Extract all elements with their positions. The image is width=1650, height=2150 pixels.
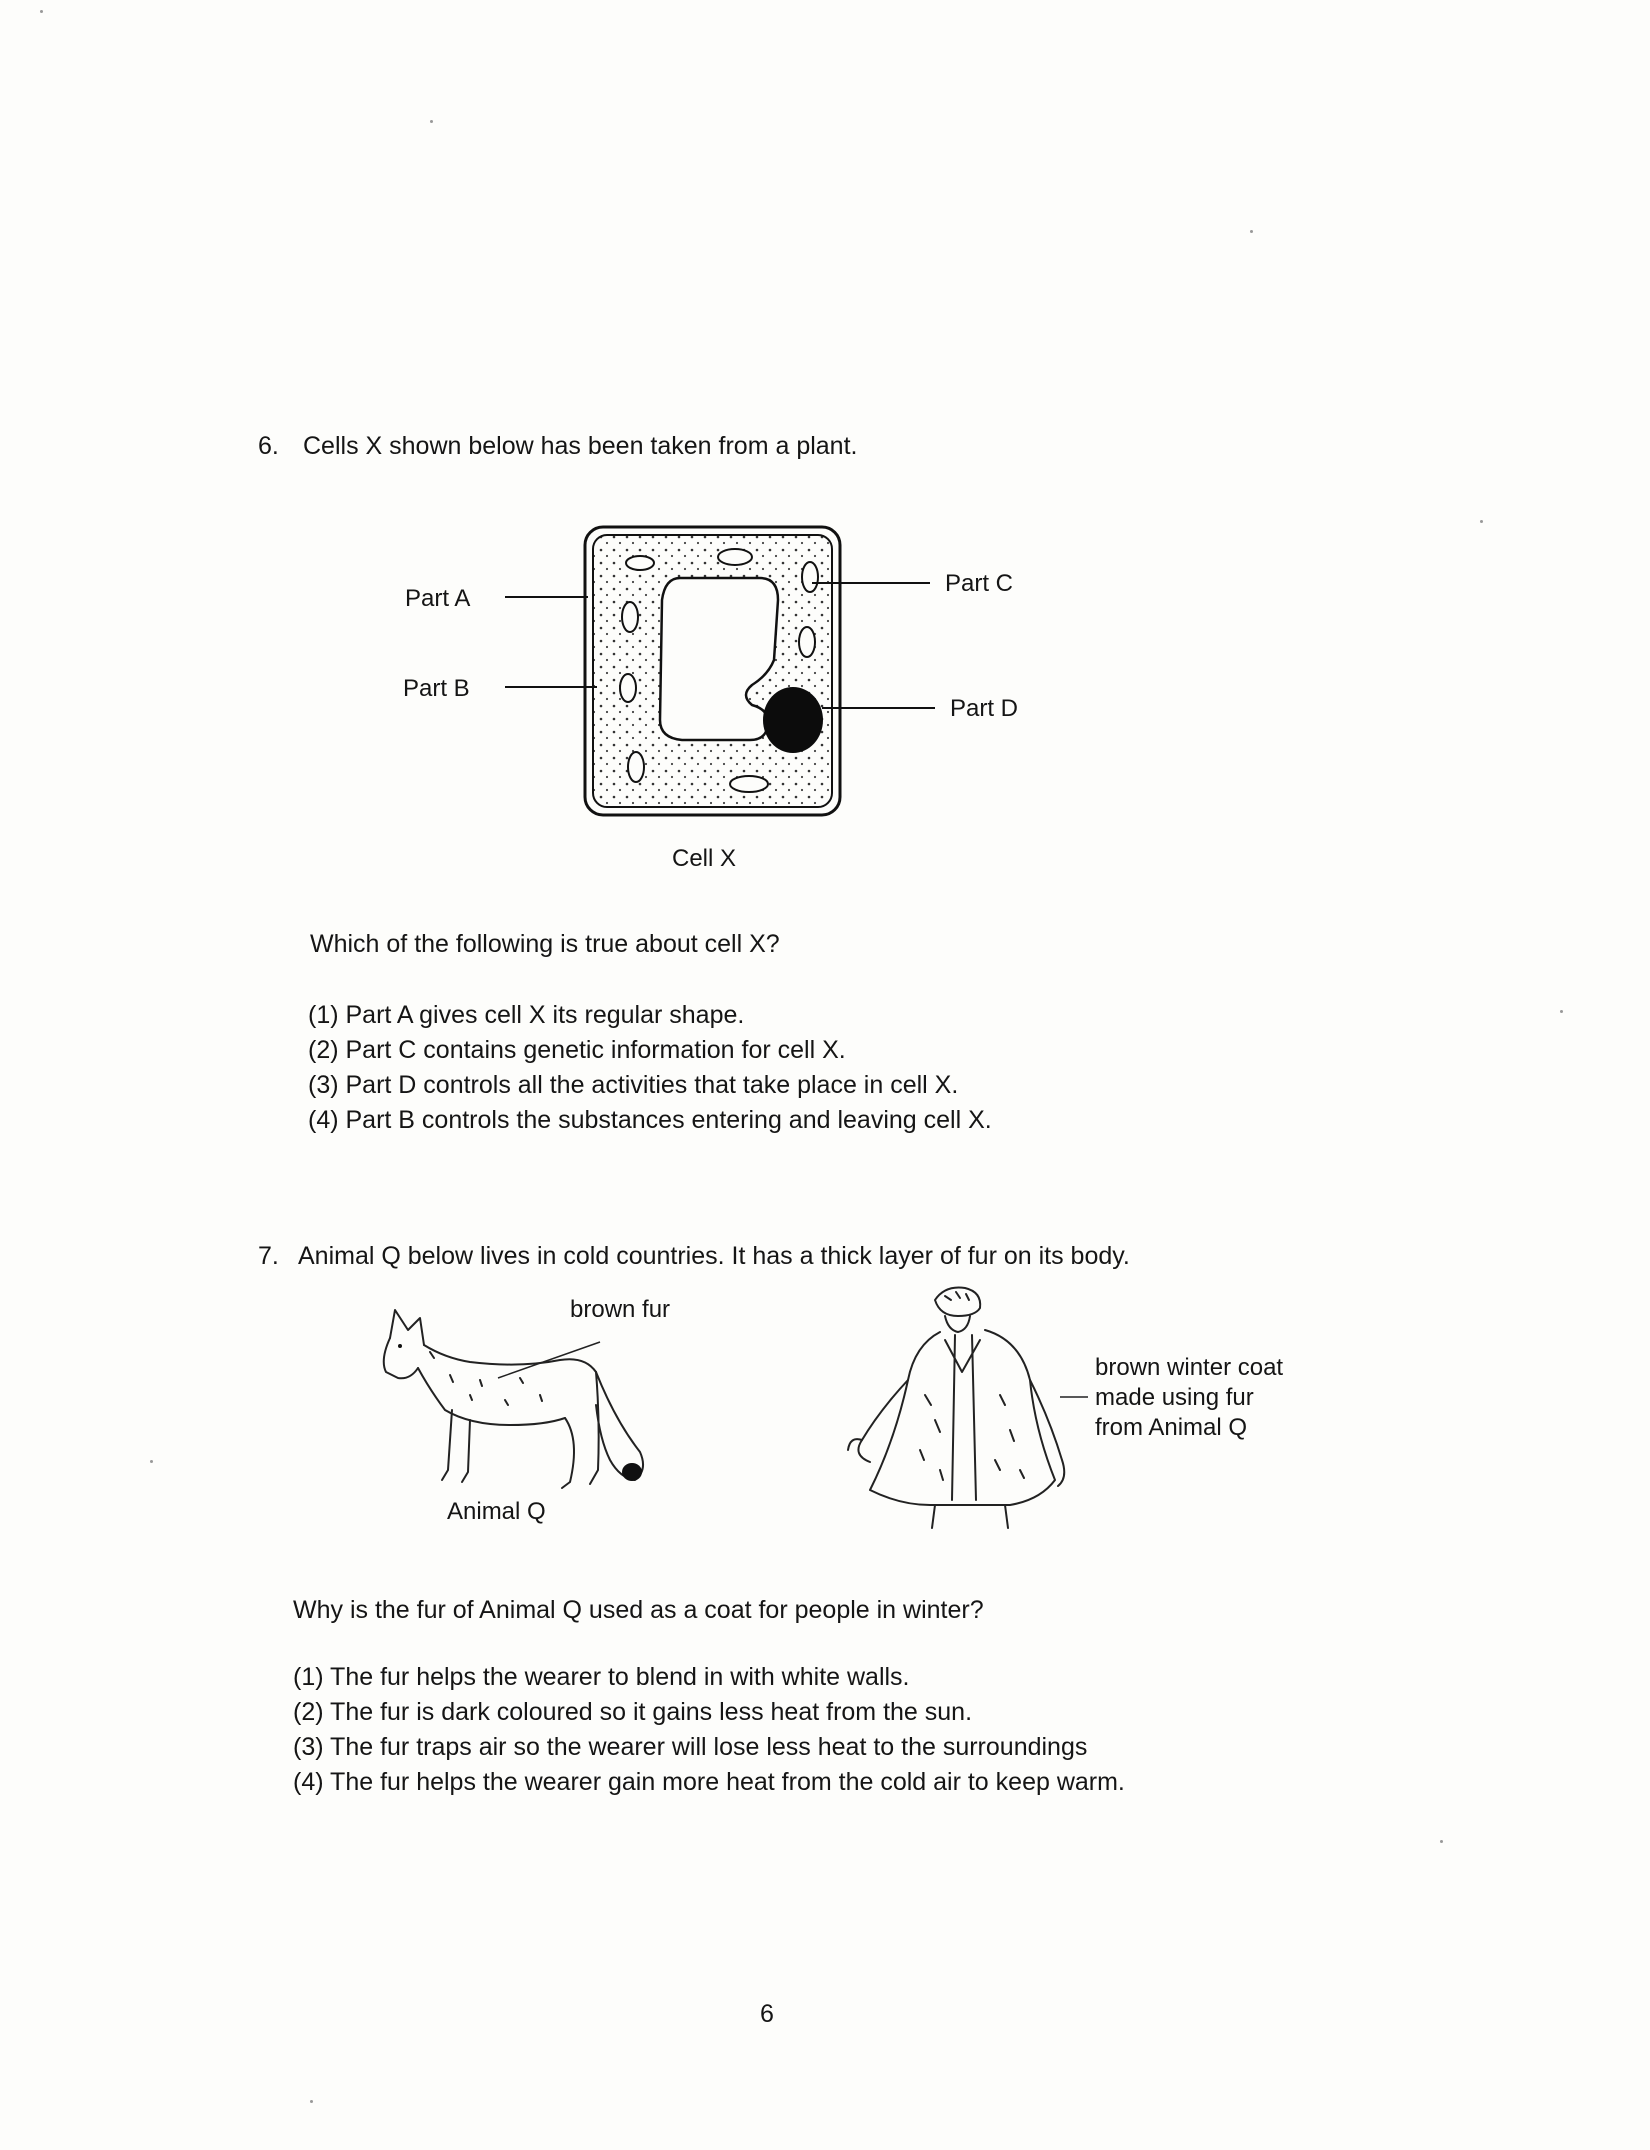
coat-label	[1095, 1353, 1283, 1443]
coat-label-line-2: made using fur	[1095, 1384, 1254, 1411]
question-6-stem: Cells X shown below has been taken from a plant.	[303, 432, 858, 460]
scan-speck	[310, 2100, 313, 2103]
part-a-label: Part A	[405, 585, 471, 612]
question-6-number: 6.	[258, 432, 279, 460]
part-d-label: Part D	[950, 695, 1019, 722]
question-7-stem: Animal Q below lives in cold countries. It has a thick layer of fur on its body.	[298, 1242, 1130, 1270]
page-number: 6	[760, 2000, 774, 2028]
question-7-option-4[interactable]: (4) The fur helps the wearer gain more heat from the cold air to keep warm.	[293, 1768, 1125, 1796]
question-7-option-2[interactable]: (2) The fur is dark coloured so it gains less heat from the sun.	[293, 1698, 973, 1726]
question-7-prompt: Why is the fur of Animal Q used as a coat for people in winter?	[293, 1596, 984, 1624]
question-7-option-1[interactable]: (1) The fur helps the wearer to blend in with white walls.	[293, 1663, 910, 1691]
animal-q-caption: Animal Q	[447, 1498, 546, 1525]
question-6-option-1[interactable]: (1) Part A gives cell X its regular shape.	[308, 1001, 745, 1029]
question-6-option-4[interactable]: (4) Part B controls the substances entering and leaving cell X.	[308, 1106, 992, 1134]
question-7-option-3[interactable]: (3) The fur traps air so the wearer will lose less heat to the surroundings	[293, 1733, 1088, 1761]
coat-label-line-1: brown winter coat	[1095, 1354, 1284, 1381]
question-6-option-3[interactable]: (3) Part D controls all the activities that take place in cell X.	[308, 1071, 959, 1099]
cell-x-caption: Cell X	[672, 845, 737, 872]
question-7-number: 7.	[258, 1242, 279, 1270]
question-6-option-2[interactable]: (2) Part C contains genetic information for cell X.	[308, 1036, 846, 1064]
question-7-options	[293, 1660, 1125, 1800]
question-6-prompt: Which of the following is true about cell X?	[310, 930, 780, 958]
coat-label-line-3: from Animal Q	[1095, 1414, 1248, 1441]
scan-speck	[1440, 1840, 1443, 1843]
brown-fur-label: brown fur	[570, 1296, 671, 1323]
part-c-label: Part C	[945, 570, 1014, 597]
part-b-label: Part B	[403, 675, 470, 702]
